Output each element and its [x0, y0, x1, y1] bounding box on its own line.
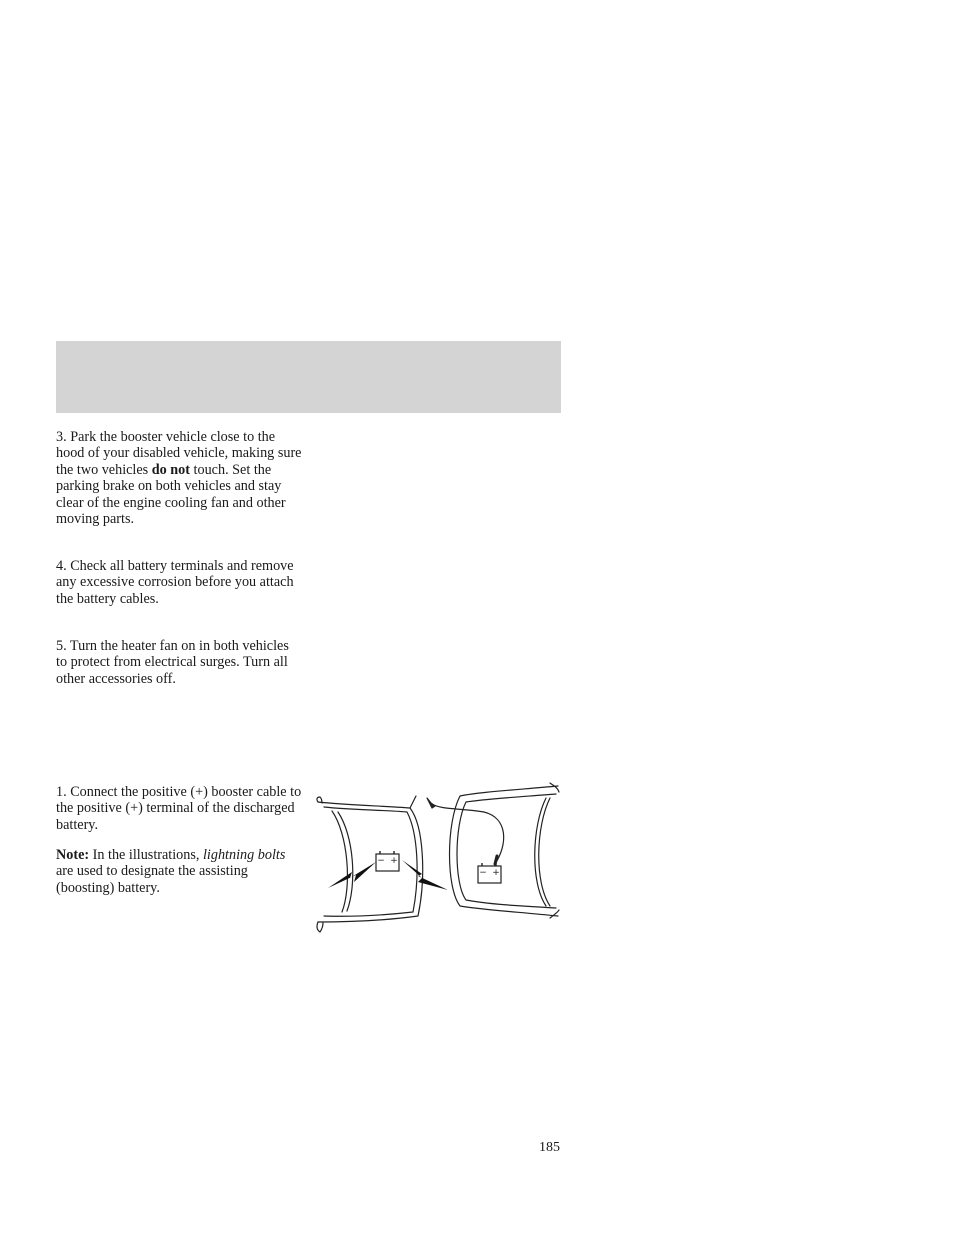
battery-minus-label: −: [479, 868, 487, 878]
jump-start-svg: [314, 778, 562, 938]
page-number: 185: [539, 1140, 560, 1155]
note-text: In the illustrations,: [89, 847, 203, 863]
booster-battery: [376, 851, 399, 871]
step-number: 1.: [56, 784, 67, 800]
step-text: Park the booster vehicle close to the hood of your disabled vehicle, making sure the two vehicles: [56, 429, 302, 478]
step-text: Turn the heater fan on in both vehicles to protect from electrical surges. Turn all other accessories off.: [56, 638, 289, 687]
step-4-paragraph: [56, 558, 302, 607]
cable-connection-positive: [495, 856, 497, 864]
disabled-vehicle-outline: [450, 783, 560, 918]
step-number: 4.: [56, 558, 67, 574]
note-italic-lightning-bolts: lightning bolts: [202, 847, 286, 863]
battery-plus-label: +: [390, 856, 398, 866]
step-text: Connect the positive (+) booster cable to the positive (+) terminal of the discharged battery.: [56, 784, 302, 833]
connect-step-1-paragraph: [56, 784, 302, 833]
step-3-paragraph: [56, 429, 302, 527]
booster-cable: [432, 804, 504, 864]
jump-start-illustration: [314, 778, 562, 938]
battery-minus-label: −: [377, 856, 385, 866]
step-number: 3.: [56, 429, 67, 445]
step-number: 5.: [56, 638, 67, 654]
emphasis-do-not: do not: [151, 461, 190, 478]
lightning-bolt-icon: [402, 860, 448, 890]
cable-clamp: [427, 798, 435, 808]
step-5-paragraph: [56, 638, 302, 687]
battery-plus-label: +: [492, 868, 500, 878]
section-header-band: [56, 341, 561, 413]
note-label: Note:: [56, 847, 90, 863]
step-text: Check all battery terminals and remove any excessive corrosion before you attach the battery cables.: [56, 558, 294, 607]
note-text: are used to designate the assisting (boosting) battery.: [56, 863, 248, 896]
discharged-battery: [478, 863, 501, 883]
step-text: touch. Set the parking brake on both vehicles and stay clear of the engine cooling fan and other moving parts.: [56, 461, 286, 528]
note-paragraph: [56, 847, 302, 896]
